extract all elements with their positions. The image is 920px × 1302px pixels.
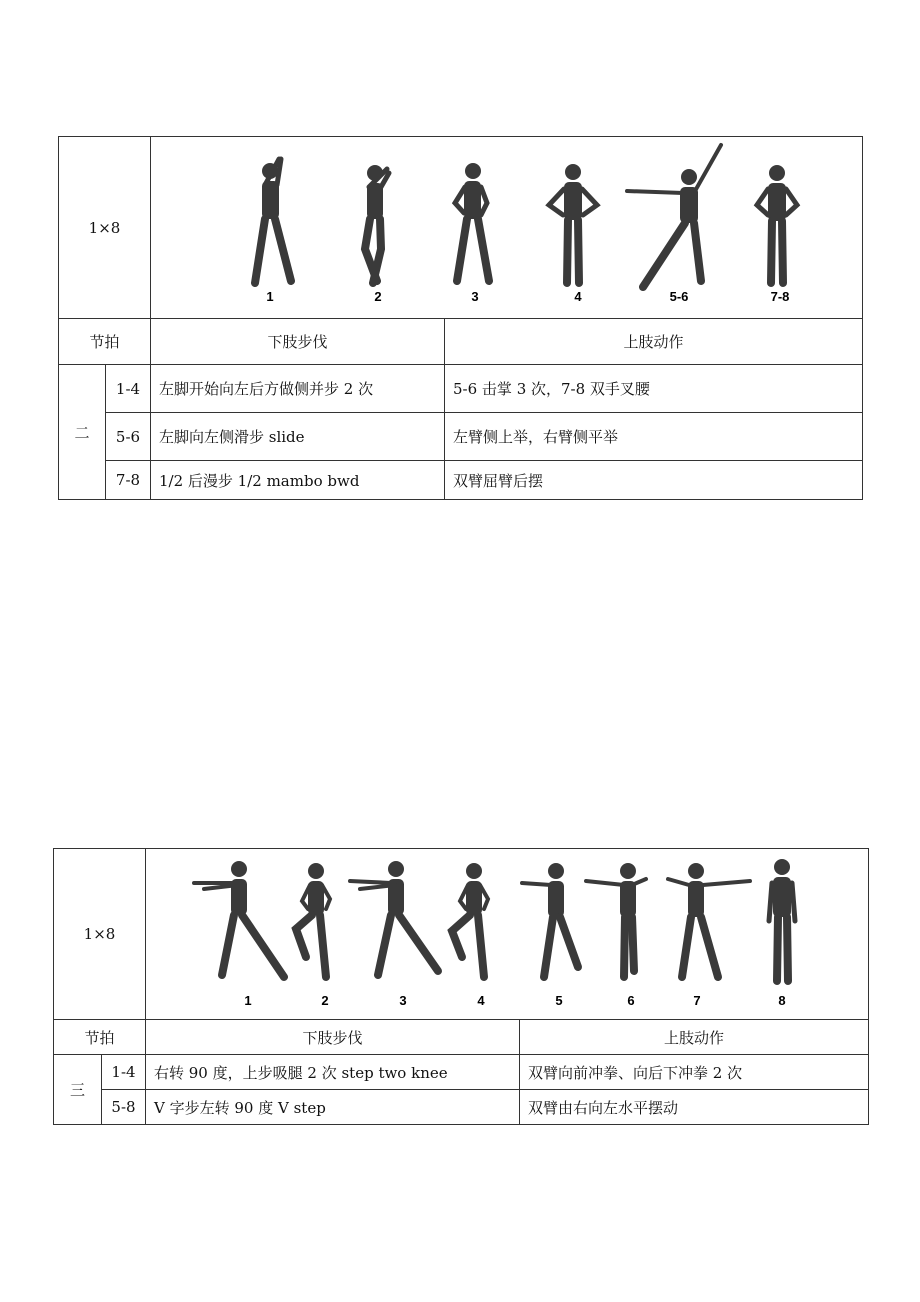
beat-cell: 1-4 <box>106 365 151 413</box>
upper-limb-cell: 双臂向前冲拳、向后下冲拳 2 次 <box>520 1055 869 1090</box>
figure-caption: 7 <box>693 993 701 1008</box>
count-label: 1×8 <box>59 137 151 319</box>
illustration-cell <box>151 137 863 319</box>
header-beat: 节拍 <box>59 319 151 365</box>
dancer-figure-3 <box>350 861 438 975</box>
beat-cell: 7-8 <box>106 461 151 500</box>
illustration-cell <box>146 849 869 1020</box>
dancer-figure-2 <box>365 165 389 283</box>
section-number: 二 <box>59 365 106 500</box>
table-row <box>59 413 863 461</box>
figure-caption: 8 <box>778 993 786 1008</box>
upper-limb-cell: 双臂由右向左水平摆动 <box>520 1090 869 1125</box>
figure-caption: 2 <box>321 993 329 1008</box>
upper-limb-cell: 5-6 击掌 3 次，7-8 双手叉腰 <box>445 365 863 413</box>
lower-limb-cell: 左脚向左侧滑步 slide <box>151 413 445 461</box>
dancer-figure-8 <box>769 859 795 981</box>
figure-caption: 4 <box>477 993 485 1008</box>
lower-limb-cell: 左脚开始向左后方做侧并步 2 次 <box>151 365 445 413</box>
dancer-figure-6 <box>586 863 646 977</box>
table-row <box>59 461 863 500</box>
figure-caption: 3 <box>471 289 479 304</box>
dancer-figure-5 <box>522 863 578 977</box>
beat-cell: 1-4 <box>102 1055 146 1090</box>
figure-caption: 1 <box>244 993 252 1008</box>
lower-limb-cell: 1/2 后漫步 1/2 mambo bwd <box>151 461 445 500</box>
dancer-figure-5-6 <box>627 145 721 287</box>
figure-caption: 5 <box>555 993 563 1008</box>
figure-caption: 2 <box>374 289 382 304</box>
dancer-figure-7 <box>668 863 750 977</box>
beat-cell: 5-8 <box>102 1090 146 1125</box>
beat-cell: 5-6 <box>106 413 151 461</box>
count-label: 1×8 <box>54 849 146 1020</box>
header-lower-limb: 下肢步伐 <box>146 1020 520 1055</box>
table-row <box>59 365 863 413</box>
figure-caption: 4 <box>574 289 582 304</box>
dancer-figure-1 <box>194 861 284 977</box>
lower-limb-cell: 右转 90 度，上步吸腿 2 次 step two knee <box>146 1055 520 1090</box>
dancer-figure-2 <box>296 863 330 977</box>
dancer-figure-7-8 <box>757 165 797 283</box>
lower-limb-cell: V 字步左转 90 度 V step <box>146 1090 520 1125</box>
dancer-figure-1 <box>255 159 291 283</box>
figure-caption: 1 <box>266 289 274 304</box>
section-3-table <box>53 848 869 1125</box>
table-row <box>54 1090 869 1125</box>
figure-caption: 3 <box>399 993 407 1008</box>
dance-figures-illustration <box>151 137 861 318</box>
figure-caption: 6 <box>627 993 635 1008</box>
table-row <box>54 1055 869 1090</box>
dancer-figure-4 <box>549 164 597 283</box>
section-number: 三 <box>54 1055 102 1125</box>
figure-caption: 5-6 <box>669 289 689 304</box>
header-upper-limb: 上肢动作 <box>445 319 863 365</box>
dancer-figure-3 <box>455 163 489 281</box>
header-lower-limb: 下肢步伐 <box>151 319 445 365</box>
upper-limb-cell: 左臂侧上举，右臂侧平举 <box>445 413 863 461</box>
dance-figures-illustration <box>146 849 867 1019</box>
figure-caption: 7-8 <box>770 289 790 304</box>
upper-limb-cell: 双臂屈臂后摆 <box>445 461 863 500</box>
header-beat: 节拍 <box>54 1020 146 1055</box>
dancer-figure-4 <box>452 863 488 977</box>
section-2-table <box>58 136 863 500</box>
header-upper-limb: 上肢动作 <box>520 1020 869 1055</box>
